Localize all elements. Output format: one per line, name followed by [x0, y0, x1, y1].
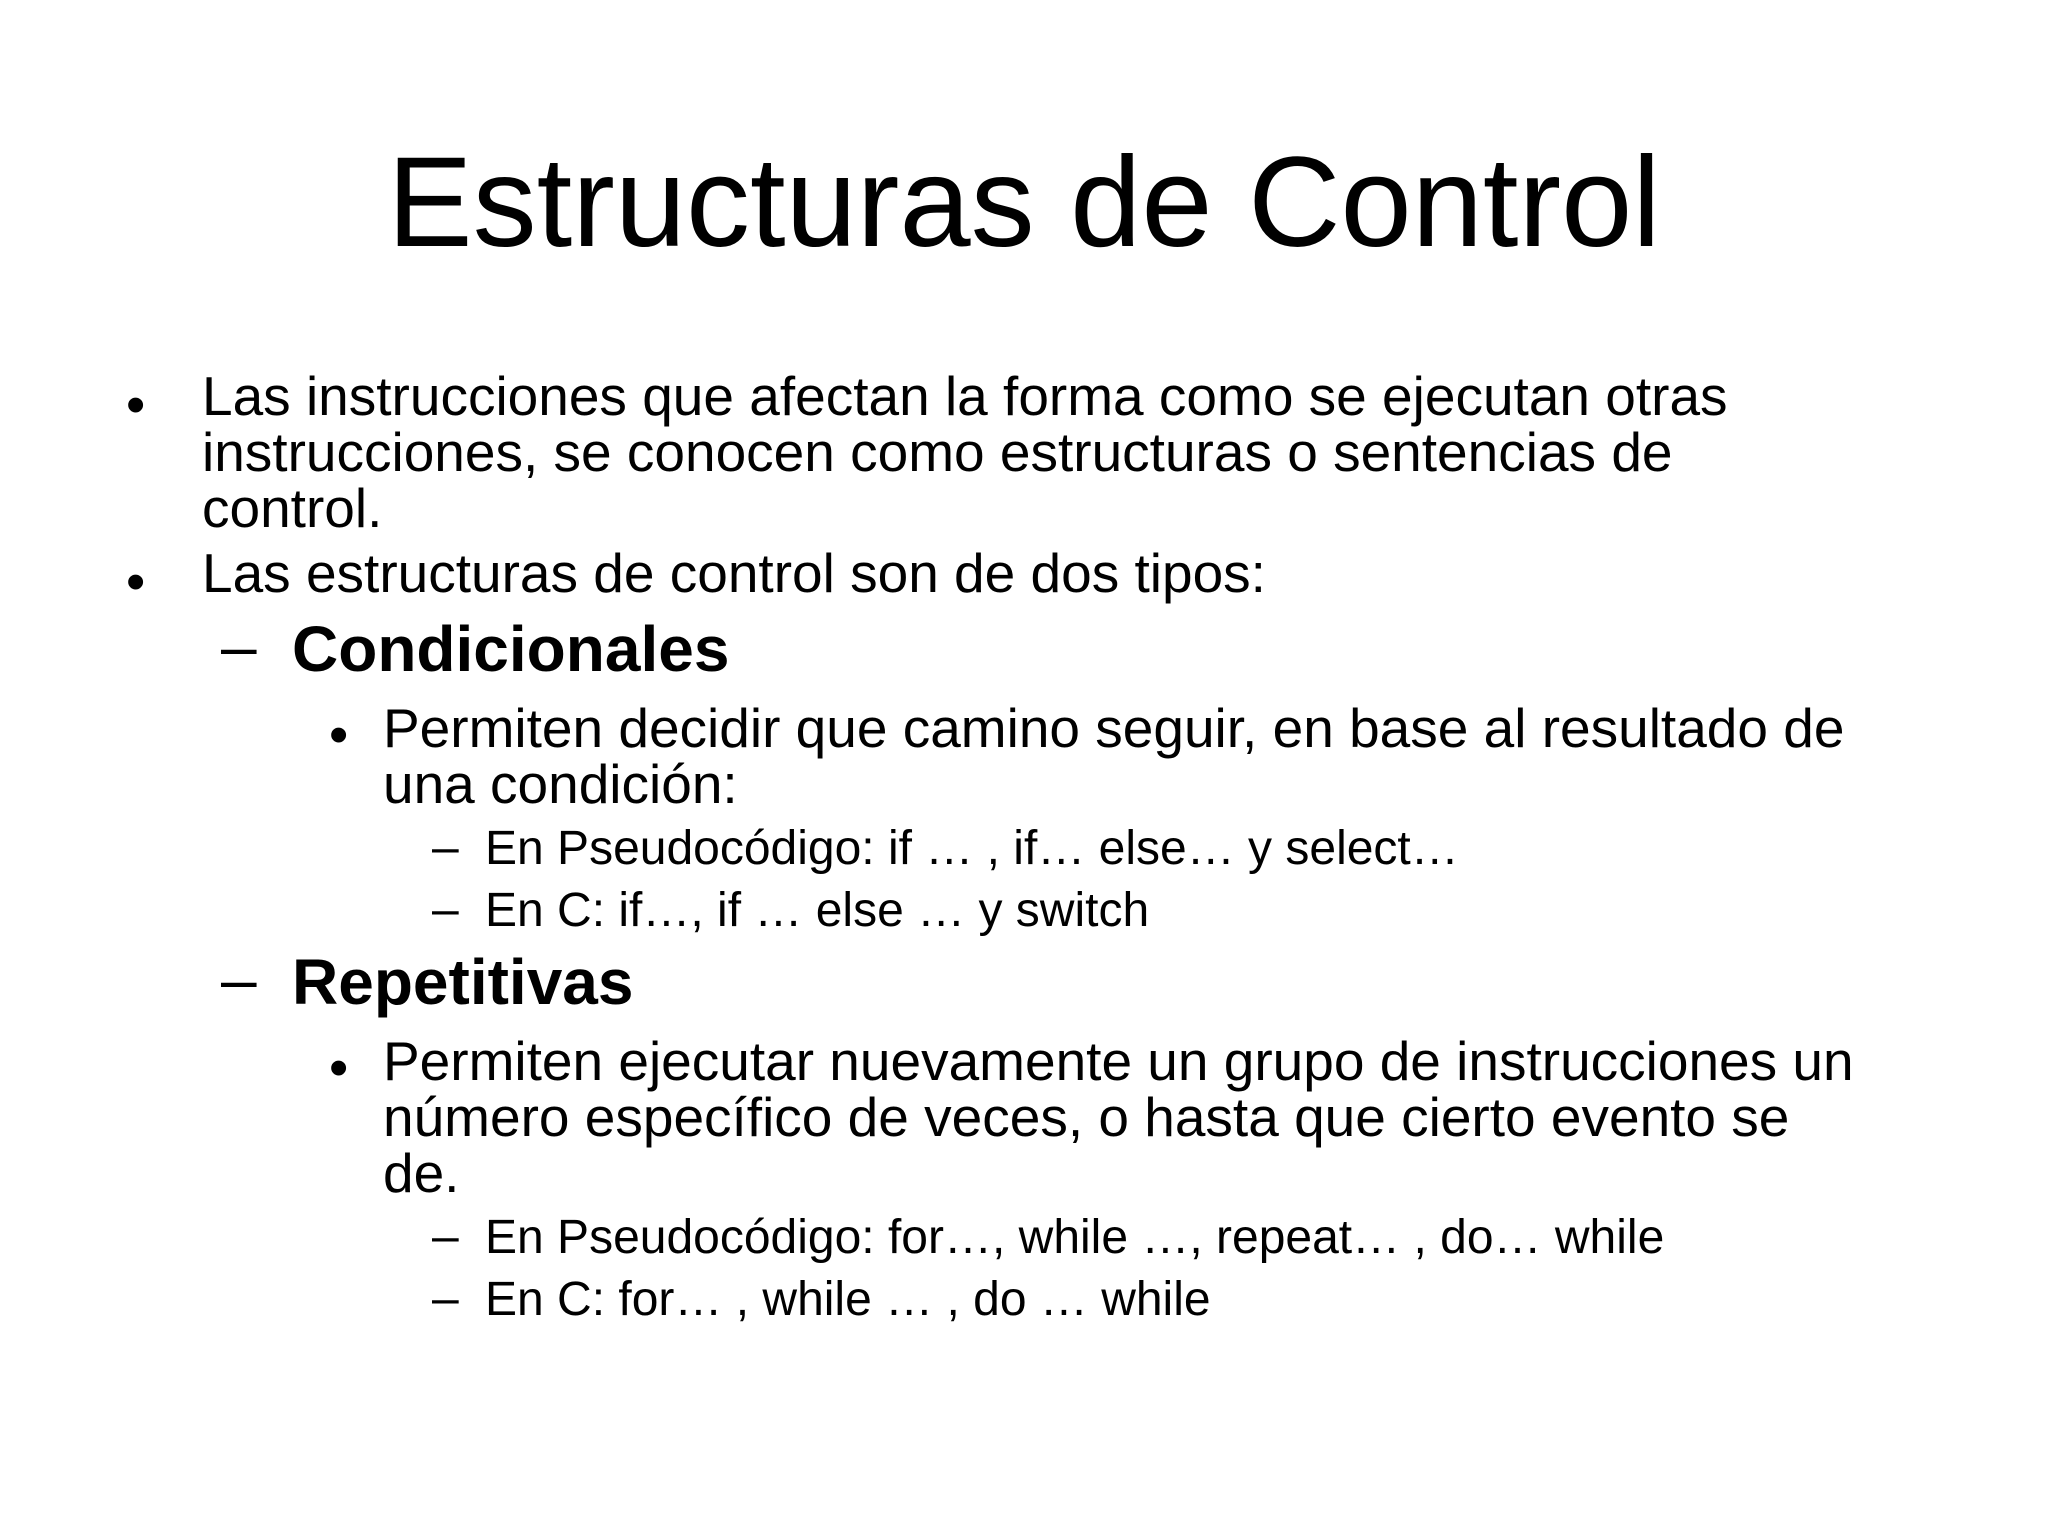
type-heading-condicionales: Condicionales	[292, 613, 730, 685]
repetitivas-example-c: En C: for… , while … , do … while	[485, 1273, 1211, 1326]
condicionales-example-c: En C: if…, if … else … y switch	[485, 884, 1150, 937]
condicionales-description-line-2: una condición:	[383, 753, 738, 815]
repetitivas-description-line-1: Permiten ejecutar nuevamente un grupo de instrucciones un	[383, 1030, 1854, 1092]
bullet-1-line-2: instrucciones, se conocen como estructuras o sentencias de	[202, 421, 1673, 483]
dash-marker: –	[432, 1210, 459, 1263]
bullet-marker: •	[329, 703, 349, 765]
condicionales-description-line-1: Permiten decidir que camino seguir, en base al resultado de	[383, 697, 1845, 759]
dash-marker: –	[432, 883, 459, 936]
dash-marker: –	[432, 821, 459, 874]
repetitivas-description-line-3: de.	[383, 1142, 460, 1204]
bullet-1-line-1: Las instrucciones que afectan la forma como se ejecutan otras	[202, 365, 1728, 427]
bullet-marker: •	[126, 373, 146, 435]
dash-marker: –	[432, 1272, 459, 1325]
repetitivas-example-pseudocode: En Pseudocódigo: for…, while …, repeat… , do… while	[485, 1211, 1665, 1264]
condicionales-example-pseudocode: En Pseudocódigo: if … , if… else… y select…	[485, 822, 1459, 875]
type-heading-repetitivas: Repetitivas	[292, 946, 634, 1018]
repetitivas-description-line-2: número específico de veces, o hasta que cierto evento se	[383, 1086, 1790, 1148]
slide-title: Estructuras de Control	[387, 131, 1661, 274]
dash-marker: –	[221, 943, 257, 1015]
bullet-1-line-3: control.	[202, 477, 383, 539]
dash-marker: –	[221, 610, 257, 682]
bullet-marker: •	[126, 550, 146, 612]
bullet-marker: •	[329, 1036, 349, 1098]
bullet-2-line-1: Las estructuras de control son de dos tipos:	[202, 542, 1266, 604]
